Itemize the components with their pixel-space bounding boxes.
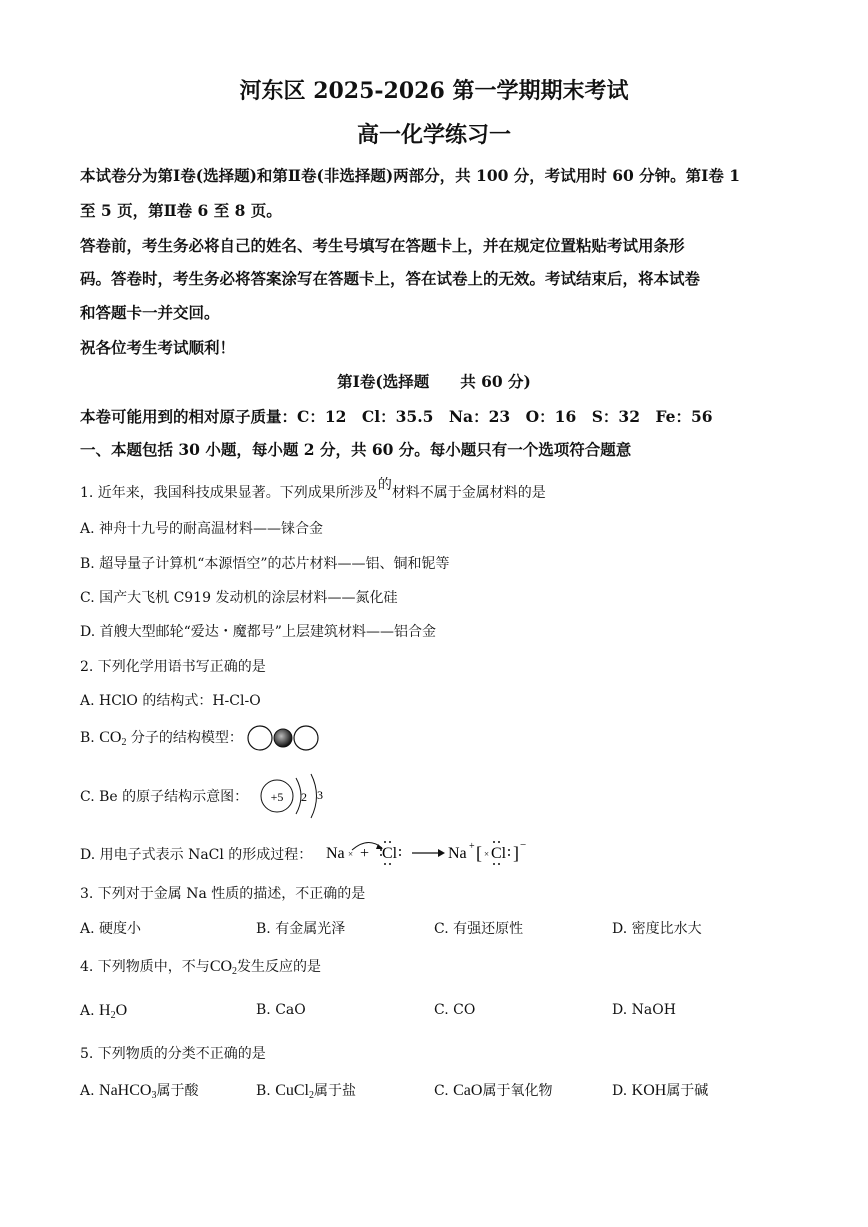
be-atom-structure-icon [258, 772, 338, 820]
q5-a-label: A. [80, 1083, 100, 1099]
q4-option-a[interactable] [80, 1002, 127, 1021]
q1-stem-part-a: 1. 近年来，我国科技成果显著。下列成果所涉及 [80, 485, 378, 501]
q5-d-formula: KOH [631, 1082, 667, 1099]
q1-option-c[interactable]: C. 国产大飞机 C919 发动机的涂层材料——氮化硅 [80, 590, 398, 606]
q5-a-sub: 3 [151, 1090, 157, 1101]
svg-text:×: × [484, 849, 490, 859]
q3-option-a[interactable]: A. 硬度小 [80, 921, 142, 937]
q4-stem-b: 发生反应的是 [237, 959, 322, 975]
svg-text:×: × [348, 849, 354, 859]
q5-b-f: CuCl [275, 1082, 309, 1099]
q5-b-suffix: 属于盐 [314, 1083, 356, 1099]
q1-stem [80, 477, 546, 502]
q4-option-b[interactable]: B. CaO [256, 1002, 306, 1018]
q5-d-label: D. [612, 1083, 632, 1099]
q5-option-c[interactable] [434, 1080, 552, 1100]
q1-stem-de: 的 [377, 477, 392, 493]
nacl-na-atom: Na [326, 845, 345, 862]
q5-a-f: NaHCO [99, 1082, 152, 1099]
q1-option-a[interactable]: A. 神舟十九号的耐高温材料——铼合金 [80, 521, 324, 537]
co2-ball-model-icon [247, 724, 319, 752]
q5-d-suffix: 属于碱 [666, 1083, 709, 1099]
intro-line-2: 至 5 页，第Ⅱ卷 6 至 8 页。 [80, 201, 282, 220]
nacl-na-charge: + [469, 841, 475, 852]
q2-stem: 2. 下列化学用语书写正确的是 [80, 659, 266, 675]
q2-option-a[interactable]: A. HClO 的结构式：H-Cl-O [80, 693, 261, 709]
q4-a-sub: 2 [110, 1010, 116, 1021]
q2-d-text: D. 用电子式表示 NaCl 的形成过程： [80, 847, 313, 863]
q4-a-label: A. [80, 1003, 100, 1019]
q5-a-suffix: 属于酸 [156, 1083, 199, 1099]
q5-b-formula [275, 1082, 314, 1099]
q3-stem: 3. 下列对于金属 Na 性质的描述，不正确的是 [80, 886, 366, 902]
q5-c-formula: CaO [453, 1082, 483, 1099]
intro-line-5: 和答题卡一并交回。 [80, 303, 220, 322]
q5-option-d[interactable] [612, 1080, 708, 1100]
q4-stem-formula [210, 958, 237, 975]
q2-b-formula [99, 729, 126, 746]
q2-b-co: CO [99, 729, 122, 746]
intro-line-1: 本试卷分为第Ⅰ卷(选择题)和第Ⅱ卷(非选择题)两部分，共 100 分，考试用时 60 分钟。第Ⅰ卷 1 [80, 166, 741, 185]
nacl-cl-charge: − [520, 839, 527, 851]
section-heading: 第Ⅰ卷(选择题 共 60 分) [337, 372, 531, 391]
q5-a-formula [99, 1082, 156, 1099]
q1-stem-part-b: 材料不属于金属材料的是 [391, 485, 546, 501]
q3-option-c[interactable]: C. 有强还原性 [434, 921, 524, 937]
q5-option-a[interactable] [80, 1080, 198, 1101]
intro-line-6: 祝各位考生考试顺利！ [80, 338, 236, 357]
nacl-plus: + [360, 845, 370, 862]
be-shell1-label: 2 [301, 790, 307, 804]
q5-stem: 5. 下列物质的分类不正确的是 [80, 1046, 266, 1062]
atomic-mass-line: 本卷可能用到的相对原子质量：C：12 Cl：35.5 Na：23 O：16 S：32 Fe：56 [80, 407, 713, 426]
nacl-cl-ion: Cl [491, 845, 507, 862]
q5-b-sub: 2 [309, 1090, 314, 1101]
q4-a-o: O [115, 1002, 128, 1019]
q5-c-label: C. [434, 1083, 454, 1099]
exam-subtitle: 高一化学练习一 [356, 122, 511, 148]
q3-option-b[interactable]: B. 有金属光泽 [256, 921, 346, 937]
q2-c-text: C. Be 的原子结构示意图： [80, 789, 249, 805]
svg-text:[: [ [476, 843, 482, 863]
q4-stem-co: CO [209, 958, 233, 975]
nacl-electron-formation-icon [326, 836, 546, 870]
q4-stem-sub: 2 [232, 966, 238, 977]
nacl-cl-atom: Cl [382, 845, 398, 862]
q4-stem-a: 4. 下列物质中，不与 [80, 959, 210, 975]
q4-option-d[interactable]: D. NaOH [612, 1002, 676, 1018]
q5-c-suffix: 属于氧化物 [482, 1083, 553, 1099]
q1-option-b[interactable]: B. 超导量子计算机“本源悟空”的芯片材料——铝、铜和铌等 [80, 556, 450, 572]
q2-b-suffix: 分子的结构模型： [130, 730, 243, 746]
q2-b-sub: 2 [121, 737, 127, 748]
exam-title: 河东区 2025-2026 第一学期期末考试 [239, 78, 629, 104]
nacl-na-ion: Na [448, 845, 467, 862]
q4-stem [80, 956, 321, 977]
intro-line-3: 答卷前，考生务必将自己的姓名、考生号填写在答题卡上，并在规定位置粘贴考试用条形 [80, 236, 685, 255]
q4-option-c[interactable]: C. CO [434, 1002, 476, 1018]
svg-text:]: ] [513, 843, 519, 863]
q2-option-b[interactable] [80, 724, 319, 752]
q5-option-b[interactable] [256, 1080, 356, 1101]
q4-a-h: H [99, 1002, 111, 1019]
q3-option-d[interactable]: D. 密度比水大 [612, 921, 702, 937]
be-shell2-label: 3 [317, 788, 323, 802]
be-nucleus-label: +5 [270, 790, 284, 804]
intro-line-4: 码。答卷时，考生务必将答案涂写在答题卡上，答在试卷上的无效。考试结束后，将本试卷 [80, 269, 701, 288]
part-title: 一、本题包括 30 小题，每小题 2 分，共 60 分。每小题只有一个选项符合题意 [80, 440, 632, 459]
q2-b-label: B. [80, 730, 100, 746]
q4-a-formula [99, 1002, 127, 1019]
q5-b-label: B. [256, 1083, 276, 1099]
q1-option-d[interactable]: D. 首艘大型邮轮“爱达・魔都号”上层建筑材料——铝合金 [80, 624, 436, 640]
